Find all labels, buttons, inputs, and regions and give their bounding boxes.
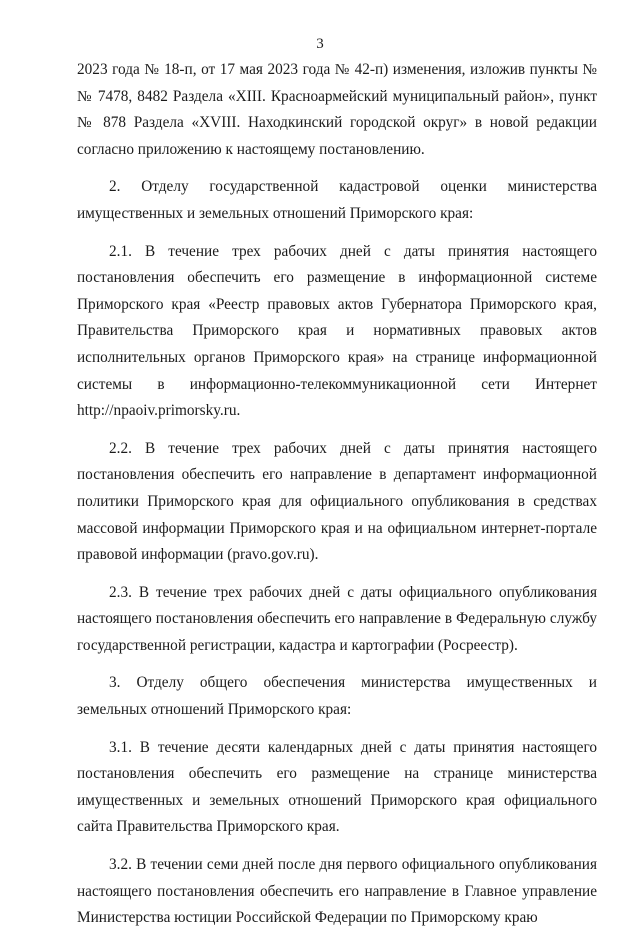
paragraph-item-2-3: 2.3. В течение трех рабочих дней с даты официального опубликования настоящего постановления обеспечить его направление в Федеральную службу государственной регистрации, кадастра и картографии (Росреестр). — [77, 583, 597, 654]
document-body — [77, 57, 597, 932]
paragraph-item-3: 3. Отделу общего обеспечения министерства имущественных и земельных отношений Приморского края: — [77, 674, 597, 719]
paragraph-item-3-1: 3.1. В течение десяти календарных дней с даты принятия настоящего постановления обеспечить его размещение на странице министерства имущественных и земельных отношений Приморского края официального сайта Правительства Приморского края. — [77, 738, 597, 836]
paragraph-item-2-2: 2.2. В течение трех рабочих дней с даты принятия настоящего постановления обеспечить его направление в департамент информационной политики Приморского края для официального опубликования в средствах массовой информации Приморского края и на официальном интернет-портале правовой информации (pravo.gov.ru). — [77, 439, 597, 564]
paragraph-continuation: 2023 года № 18-п, от 17 мая 2023 года № 42-п) изменения, изложив пункты №№ 7478, 8482 Раздела «XIII. Красноармейский муниципальный район», пункт № 878 Раздела «XVIII. Находкинский городской округ» в новой редакции согласно приложению к настоящему постановлению. — [77, 61, 597, 158]
paragraph-item-2: 2. Отделу государственной кадастровой оценки министерства имущественных и земельных отношений Приморского края: — [77, 178, 597, 222]
page-number: 3 — [316, 36, 324, 52]
paragraph-item-2-1: 2.1. В течение трех рабочих дней с даты принятия настоящего постановления обеспечить его размещение в информационной системе Приморского края «Реестр правовых актов Губернатора Приморского края, Правительства Приморского края и нормативных правовых актов исполнительных органов Приморского края» на странице информационной системы в информационно-телекоммуникационной сети Интернет http://npaoiv.primorsky.ru. — [77, 242, 597, 420]
paragraph-item-3-2: 3.2. В течении семи дней после дня первого официального опубликования настоящего постановления обеспечить его направление в Главное управление Министерства юстиции Российской Федерации по Приморскому краю — [77, 856, 597, 927]
